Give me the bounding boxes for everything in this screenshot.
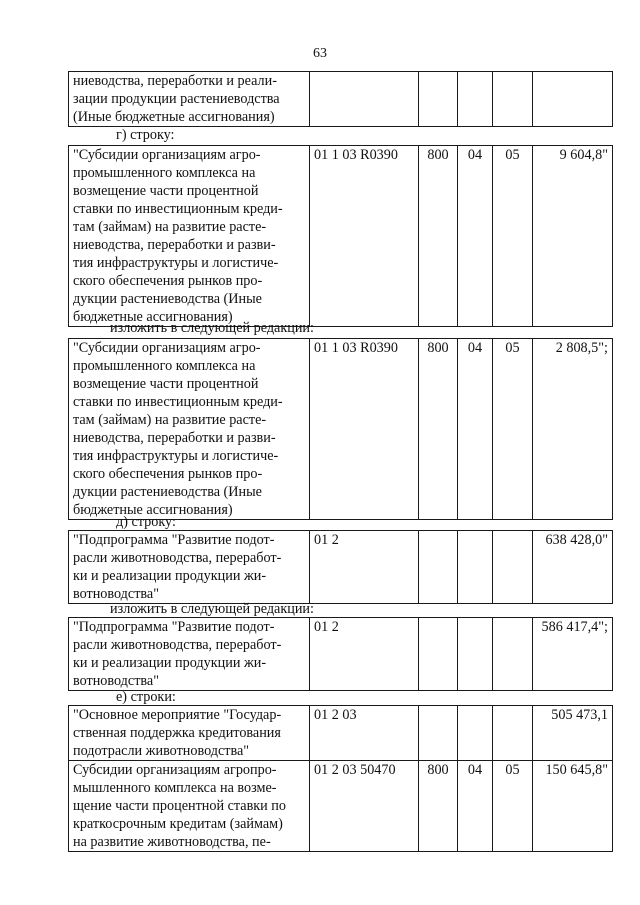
table-row [69,146,613,327]
sum-cell: 9 604,8" [533,146,613,327]
pr-cell: 05 [493,146,533,327]
pr-cell: 05 [493,339,533,520]
instruction-e: е) строки: [116,689,176,705]
row-name: "Основное мероприятие "Государ- ственная поддержка кредитования подотрасли животноводства" [73,707,282,759]
instruction-g: г) строку: [116,127,175,143]
sum-cell [533,72,613,127]
row-name: "Подпрограмма "Развитие подот- расли животноводства, переработ- ки и реализации продукции жи- вотноводства" [73,619,282,689]
row-name: ниеводства, переработки и реали- зации продукции растениеводства (Иные бюджетные ассигнования) [73,73,280,125]
row-name-cell [69,531,310,604]
sum-cell: 638 428,0" [533,531,613,604]
instruction-new-edition-2: изложить в следующей редакции: [110,601,314,617]
table-row [69,761,613,852]
code-cell: 01 1 03 R0390 [310,146,419,327]
page-number: 63 [313,46,327,61]
budget-table [68,617,613,691]
rz-cell: 04 [458,339,493,520]
table-row [69,72,613,127]
budget-table [68,338,613,520]
budget-table [68,530,613,604]
row-name-cell [69,761,310,852]
vr-cell: 800 [419,146,458,327]
code-cell: 01 1 03 R0390 [310,339,419,520]
row-name: "Субсидии организациям агро- промышленного комплекса на возмещение части процентной ставки по инвестиционным креди- там (займам) на развитие расте- ниеводства, переработки и разви- тия инфраструктуры и логистиче- ского обеспечения рынков про- дукции растениеводства (Иные бюджетные ассигнования) [73,147,283,325]
vr-cell [419,72,458,127]
row-name: "Подпрограмма "Развитие подот- расли животноводства, переработ- ки и реализации продукции жи- вотноводства" [73,532,282,602]
pr-cell [493,72,533,127]
table-row [69,618,613,691]
vr-cell: 800 [419,761,458,852]
table-old-row-d [68,530,612,604]
table-new-row-g [68,338,612,520]
code-cell [310,72,419,127]
row-name-cell [69,706,310,761]
instruction-d: д) строку: [116,514,176,530]
table-continuation [68,71,612,127]
row-name: "Субсидии организациям агро- промышленного комплекса на возмещение части процентной ставки по инвестиционным креди- там (займам) на развитие расте- ниеводства, переработки и разви- тия инфраструктуры и логистиче- ского обеспечения рынков про- дукции растениеводства (Иные бюджетные ассигнования) [73,340,283,518]
rz-cell [458,72,493,127]
rz-cell [458,706,493,761]
code-cell: 01 2 03 50470 [310,761,419,852]
instruction-new-edition: изложить в следующей редакции: [110,320,314,336]
row-name-cell [69,618,310,691]
table-row [69,706,613,761]
row-name: Субсидии организациям агропро- мышленного комплекса на возме- щение части процентной ставки по краткосрочным кредитам (займам) на развитие животноводства, пе- [73,762,286,850]
vr-cell: 800 [419,339,458,520]
table-new-row-d [68,617,612,691]
table-row [69,531,613,604]
row-name-cell [69,72,310,127]
pr-cell [493,706,533,761]
table-rows-e [68,705,612,852]
rz-cell: 04 [458,146,493,327]
table-old-row-g [68,145,612,327]
sum-cell: 2 808,5"; [533,339,613,520]
row-name-cell [69,146,310,327]
code-cell: 01 2 03 [310,706,419,761]
table-row [69,339,613,520]
vr-cell [419,706,458,761]
code-cell: 01 2 [310,531,419,604]
vr-cell [419,531,458,604]
budget-table [68,705,613,852]
sum-cell: 505 473,1 [533,706,613,761]
budget-table [68,71,613,127]
pr-cell [493,618,533,691]
pr-cell [493,531,533,604]
pr-cell: 05 [493,761,533,852]
row-name-cell [69,339,310,520]
sum-cell: 150 645,8" [533,761,613,852]
budget-table [68,145,613,327]
vr-cell [419,618,458,691]
code-cell: 01 2 [310,618,419,691]
rz-cell [458,618,493,691]
rz-cell: 04 [458,761,493,852]
sum-cell: 586 417,4"; [533,618,613,691]
rz-cell [458,531,493,604]
